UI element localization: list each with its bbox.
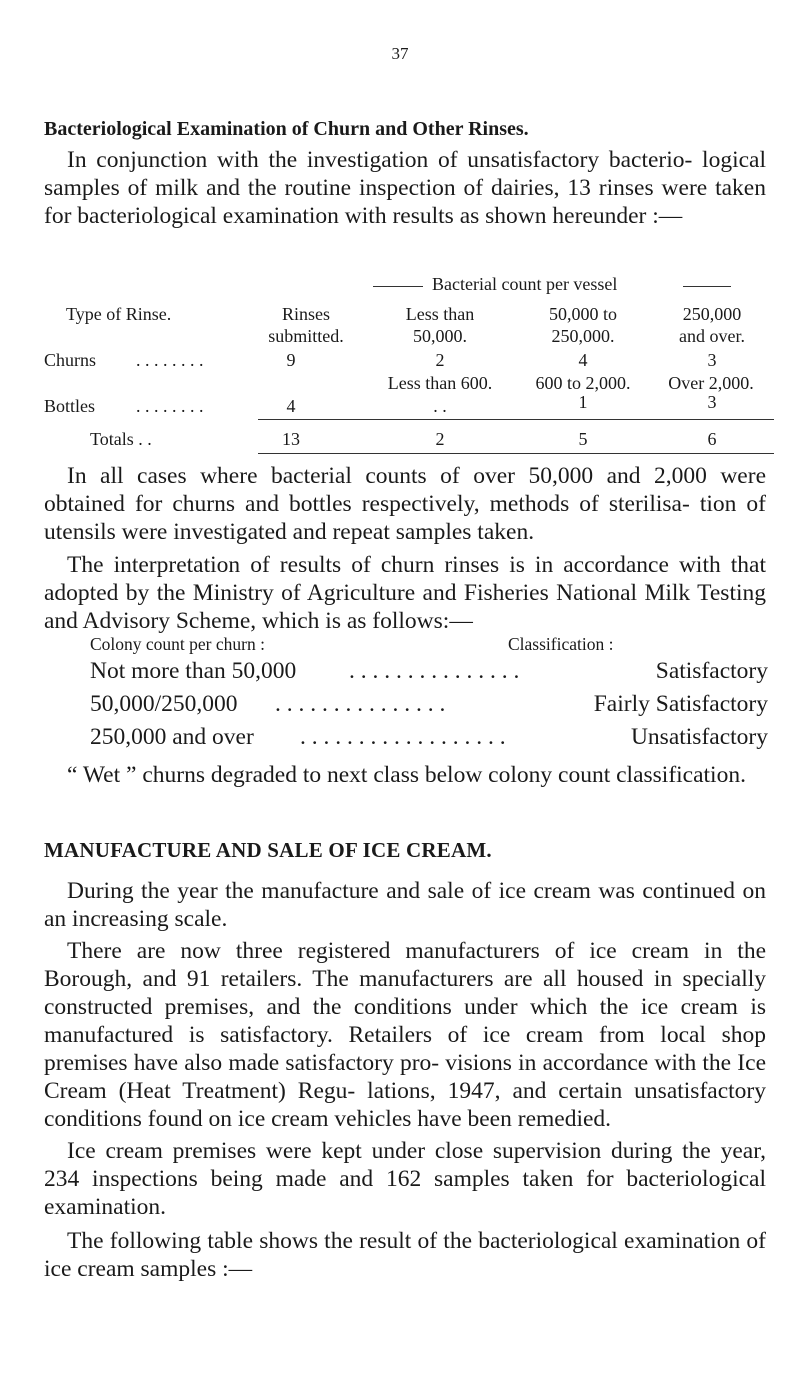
bottles-header-b: 600 to 2,000. [535,373,631,393]
classification-count-2: 50,000/250,000 [90,691,238,717]
totals-submitted: 13 [282,429,300,449]
bottles-header-c: Over 2,000. [668,373,754,393]
paragraph-ice-cream-scale: During the year the manufacture and sale of ice cream was continued on an increasing scale. [44,878,766,932]
row-type-churns: Churns [44,350,97,370]
classification-class-2: Fairly Satisfactory [593,691,768,717]
totals-label: Totals . . [90,429,152,449]
row-leader-bottles: . . . . . . . . [136,396,204,416]
row-submitted-churns: 9 [286,350,296,370]
row-c-churns: 3 [707,350,717,370]
section-heading-rinses: Bacteriological Examination of Churn and Other Rinses. [44,118,529,140]
col-header-b-1: 50,000 to [548,304,617,324]
bottles-header-a: Less than 600. [387,373,493,393]
col-header-b-2: 250,000. [551,326,615,346]
group-header: Bacterial count per vessel [432,274,618,294]
classification-count-1: Not more than 50,000 [90,658,297,684]
totals-c: 6 [707,429,717,449]
paragraph-interpretation: The interpretation of results of churn rinses is in accordance with that adopted by the Ministry of Agriculture and Fisheries National Milk Testing and Advisory Scheme, which is as follows:— [44,552,766,634]
row-a-churns: 2 [435,350,445,370]
classification-class-1: Satisfactory [655,658,768,684]
totals-a: 2 [435,429,445,449]
group-header-rule-left [373,286,423,287]
paragraph-following-table: The following table shows the result of the bacteriological examination of ice cream samples :— [44,1228,766,1282]
row-type-bottles: Bottles [44,396,96,416]
page-number: 37 [391,44,409,63]
classification-header-left: Colony count per churn : [90,634,265,654]
col-header-a-2: 50,000. [413,326,467,346]
intro-paragraph: In conjunction with the investigation of unsatisfactory bacterio- logical samples of milk and the routine inspection of dairies, 13 rinses were taken for bacteriological examination with results as shown hereunder :— [44,147,766,229]
row-b-churns: 4 [578,350,588,370]
paragraph-supervision: Ice cream premises were kept under close supervision during the year, 234 inspections being made and 162 samples taken for bacteriological examination. [44,1138,766,1220]
row-a-bottles: . . [433,396,447,416]
col-header-c-2: and over. [679,326,745,346]
classification-leader-3: . . . . . . . . . . . . . . . . . . [300,724,506,750]
row-b-bottles: 1 [578,392,588,412]
totals-rule-bottom [258,453,774,454]
group-header-rule-right [683,286,731,287]
totals-rule-top [258,419,774,420]
row-leader-churns: . . . . . . . . [136,350,204,370]
classification-class-3: Unsatisfactory [630,724,768,750]
col-header-type: Type of Rinse. [66,304,172,324]
classification-leader-2: . . . . . . . . . . . . . . . [275,691,446,717]
paragraph-manufacturers: There are now three registered manufacturers of ice cream in the Borough, and 91 retailers. The manufacturers are all housed in specially constructed premises, and the conditions under which the ice cream is manufactured is satisfactory. Retailers of ice cream from local shop premises have also made satisfactory pro- visions in accordance with the Ice Cream (Heat Treatment) Regu- lations, 1947, and certain unsatisfactory conditions found on ice cream vehicles have been remedied. [44,938,766,1132]
col-header-rinses-1: Rinses [281,304,330,324]
classification-leader-1: . . . . . . . . . . . . . . . [349,658,520,684]
col-header-a-1: Less than [405,304,475,324]
paragraph-repeat-samples: In all cases where bacterial counts of over 50,000 and 2,000 were obtained for churns and bottles respectively, methods of sterilisa- tion of utensils were investigated and repeat samples taken. [44,463,766,545]
totals-b: 5 [578,429,588,449]
row-submitted-bottles: 4 [286,396,296,416]
col-header-rinses-2: submitted. [268,326,344,346]
classification-header-right: Classification : [508,634,614,654]
col-header-c-1: 250,000 [682,304,742,324]
paragraph-wet-churns: “ Wet ” churns degraded to next class below colony count classification. [67,762,746,788]
row-c-bottles: 3 [707,392,717,412]
section-heading-ice-cream: MANUFACTURE AND SALE OF ICE CREAM. [44,838,492,862]
classification-count-3: 250,000 and over [90,724,254,750]
